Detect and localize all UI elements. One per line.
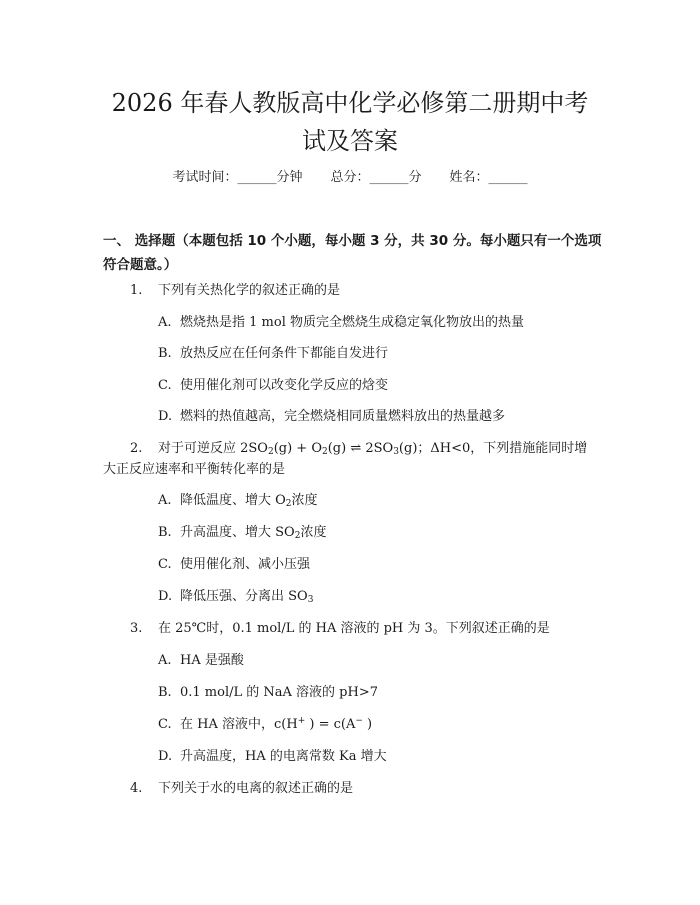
option-letter: D. xyxy=(158,749,173,764)
question-2-option-b xyxy=(158,523,326,543)
superscript: − xyxy=(355,716,363,726)
time-unit: 分钟 xyxy=(276,170,303,185)
score-label: 总分： xyxy=(330,170,370,185)
subscript: 3 xyxy=(307,595,314,605)
question-stem-part: (g) ⇌ 2SO xyxy=(327,441,394,456)
question-stem: 在 25℃时，0.1 mol/L 的 HA 溶液的 pH 为 3。下列叙述正确的是 xyxy=(158,621,550,636)
subscript: 2 xyxy=(267,447,274,457)
question-stem: 下列有关热化学的叙述正确的是 xyxy=(158,283,341,298)
option-letter: D. xyxy=(158,409,173,424)
question-3-option-a xyxy=(158,651,244,671)
option-text: 燃烧热是指 1 mol 物质完全燃烧生成稳定氧化物放出的热量 xyxy=(180,315,524,330)
question-1-option-b xyxy=(158,344,388,364)
question-1 xyxy=(130,281,340,301)
question-3 xyxy=(130,619,550,639)
section-heading-line-1: 一、 选择题（本题包括 10 个小题，每小题 3 分，共 30 分。每小题只有一个选项 xyxy=(103,233,602,249)
question-stem-part: 对于可逆反应 2SO xyxy=(158,441,268,456)
option-letter: A. xyxy=(158,493,172,508)
question-number: 2. xyxy=(130,441,143,456)
question-stem-part: (g)；ΔH<0，下列措施能同时增 xyxy=(398,441,588,456)
option-text: ) = c(A xyxy=(305,717,356,732)
option-letter: B. xyxy=(158,685,172,700)
option-text: 0.1 mol/L 的 NaA 溶液的 pH>7 xyxy=(180,685,378,700)
option-text: 在 HA 溶液中，c(H xyxy=(180,717,298,732)
question-1-option-d xyxy=(158,407,505,427)
option-text: 升高温度，HA 的电离常数 Ka 增大 xyxy=(180,749,387,764)
option-text: HA 是强酸 xyxy=(180,653,244,668)
option-letter: D. xyxy=(158,589,173,604)
option-text-tail: 浓度 xyxy=(300,525,327,540)
question-2-option-c xyxy=(158,555,310,575)
option-text: 降低压强、分离出 SO xyxy=(180,589,308,604)
option-letter: C. xyxy=(158,378,172,393)
question-4 xyxy=(130,779,353,799)
option-letter: B. xyxy=(158,346,172,361)
question-number: 1. xyxy=(130,283,143,298)
option-text: 降低温度、增大 O xyxy=(180,493,286,508)
question-2-option-d xyxy=(158,587,313,607)
option-letter: A. xyxy=(158,315,172,330)
option-text: 使用催化剂、减小压强 xyxy=(180,557,311,572)
exam-info-bar xyxy=(0,168,700,188)
option-text-tail: 浓度 xyxy=(291,493,318,508)
subscript: 2 xyxy=(294,531,301,541)
option-text: 放热反应在任何条件下都能自发进行 xyxy=(180,346,389,361)
name-label: 姓名： xyxy=(449,170,489,185)
time-blank: ______ xyxy=(237,170,277,185)
question-2-continuation: 大正反应速率和平衡转化率的是 xyxy=(103,462,286,477)
option-letter: A. xyxy=(158,653,172,668)
superscript: + xyxy=(297,716,306,726)
score-blank: ______ xyxy=(369,170,409,185)
score-unit: 分 xyxy=(408,170,422,185)
option-letter: C. xyxy=(158,557,172,572)
question-2 xyxy=(130,439,587,459)
exam-title-line-2: 试及答案 xyxy=(302,127,398,155)
question-2-option-a xyxy=(158,491,318,511)
option-text: 使用催化剂可以改变化学反应的焓变 xyxy=(180,378,389,393)
option-text: 燃料的热值越高，完全燃烧相同质量燃料放出的热量越多 xyxy=(180,409,506,424)
question-1-option-a xyxy=(158,313,524,333)
question-number: 4. xyxy=(130,781,143,796)
question-stem-part: (g) + O xyxy=(273,441,322,456)
question-3-option-b xyxy=(158,683,378,703)
section-heading-line-2: 符合题意。） xyxy=(103,257,178,273)
subscript: 3 xyxy=(393,447,399,457)
subscript: 2 xyxy=(285,499,292,509)
option-letter: B. xyxy=(158,525,172,540)
subscript: 2 xyxy=(321,447,328,457)
name-blank: ______ xyxy=(488,170,528,185)
question-1-option-c xyxy=(158,376,388,396)
question-stem: 下列关于水的电离的叙述正确的是 xyxy=(158,781,354,796)
option-letter: C. xyxy=(158,717,172,732)
question-number: 3. xyxy=(130,621,143,636)
exam-title-line-1: 2026 年春人教版高中化学必修第二册期中考 xyxy=(111,89,589,117)
question-3-option-c xyxy=(158,715,372,735)
option-text: 升高温度、增大 SO xyxy=(180,525,295,540)
option-text: ) xyxy=(362,717,373,732)
question-3-option-d xyxy=(158,747,387,767)
time-label: 考试时间： xyxy=(172,170,238,185)
